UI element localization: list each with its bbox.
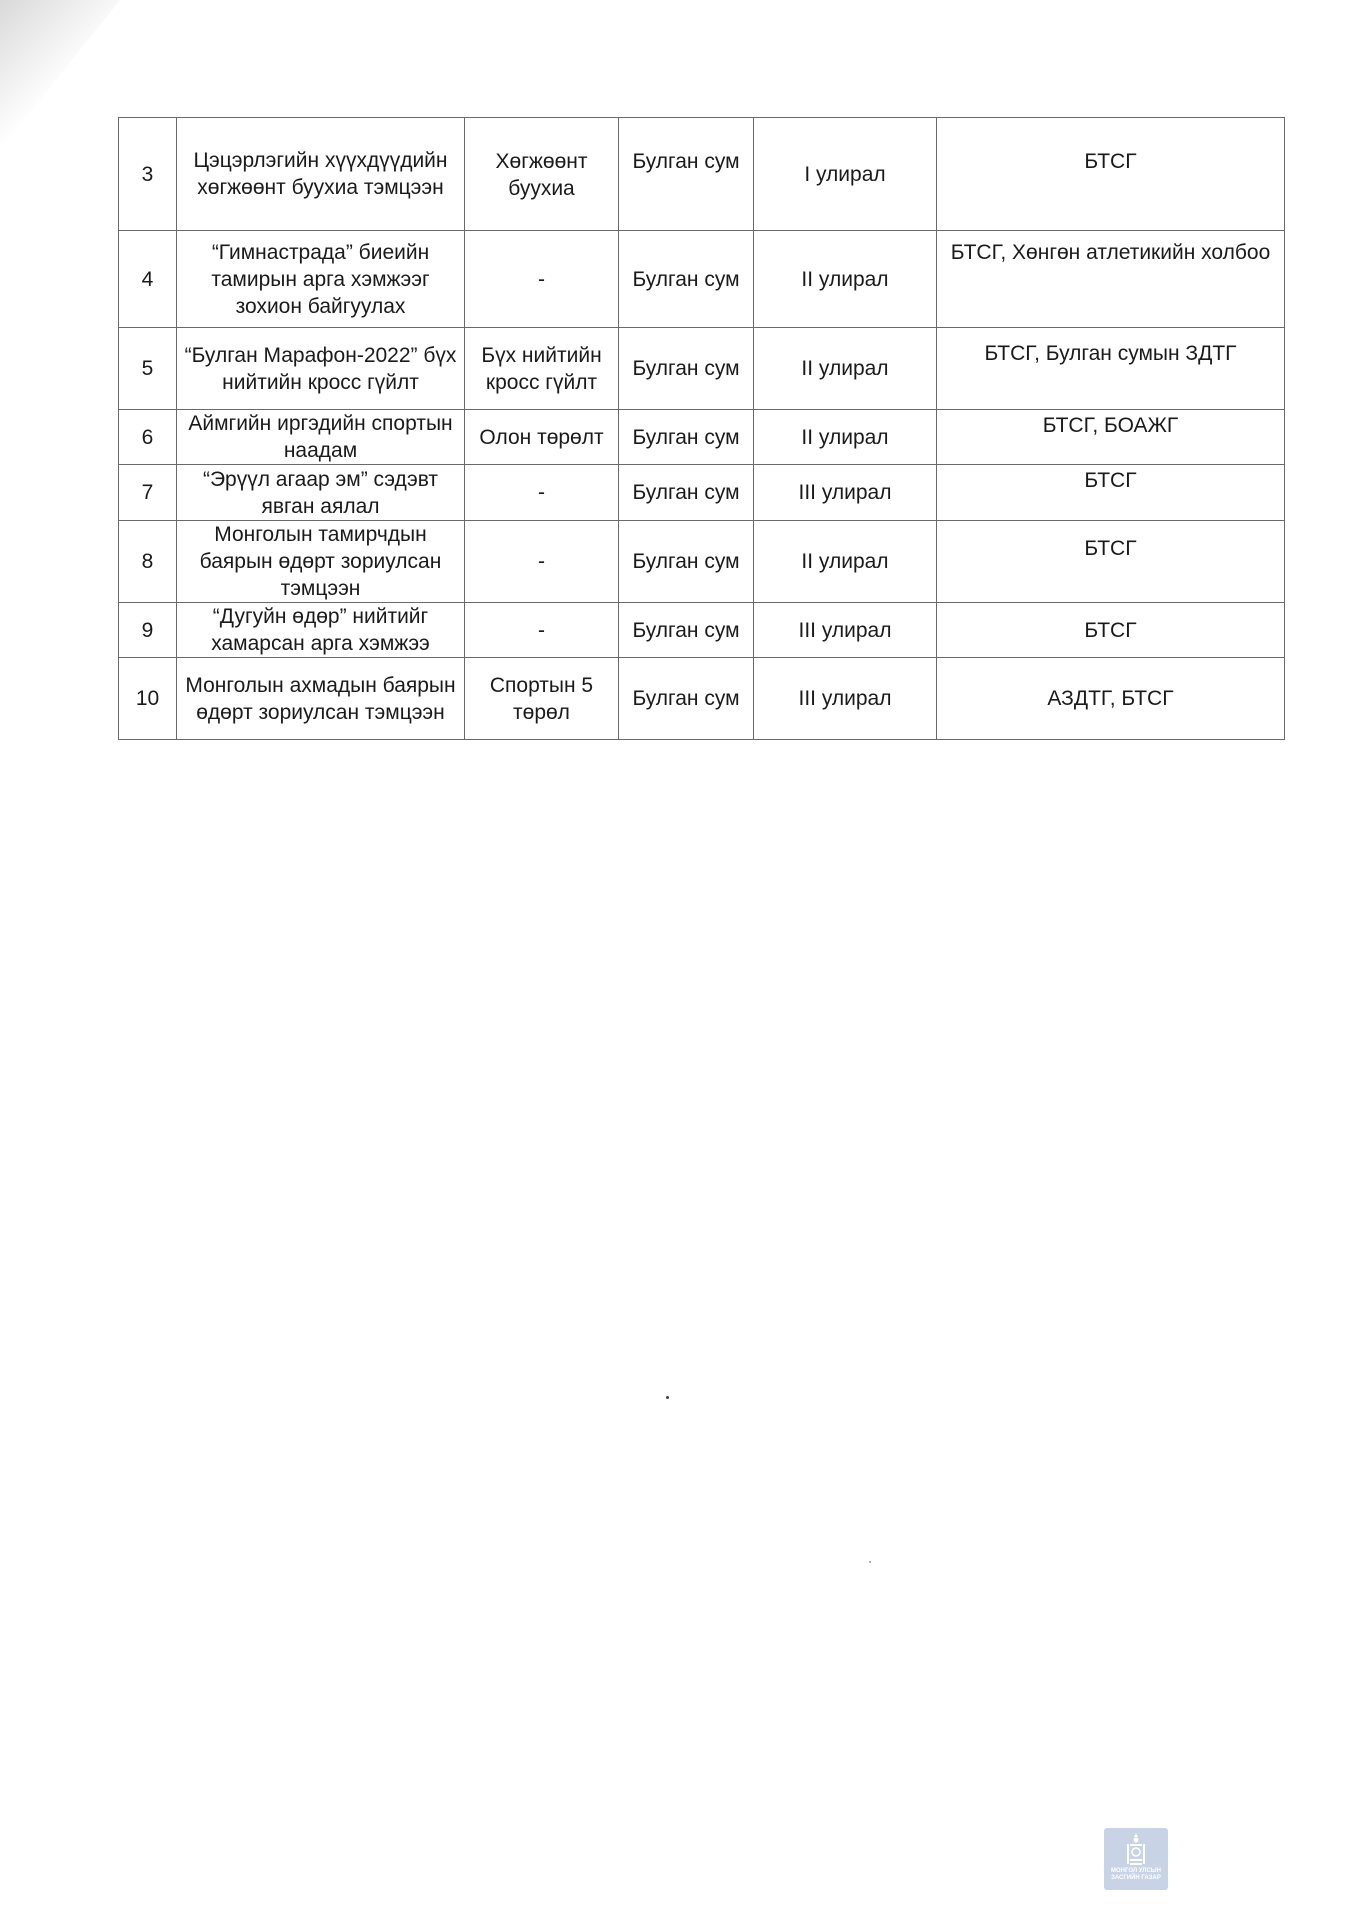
event-name: Монголын тамирчдын баярын өдөрт зориулсан тэмцээн — [177, 521, 465, 603]
event-type: Бүх нийтийн кросс гүйлт — [465, 328, 619, 410]
event-name: “Гимнастрада” биеийн тамирын арга хэмжээг зохион байгуулах — [177, 231, 465, 328]
event-place: Булган сум — [619, 328, 754, 410]
event-time: II улирал — [754, 231, 937, 328]
row-number: 3 — [119, 118, 177, 231]
event-place: Булган сум — [619, 465, 754, 521]
scan-speck — [666, 1396, 669, 1399]
table-row — [119, 118, 1285, 231]
event-place: Булган сум — [619, 118, 754, 231]
table-row — [119, 410, 1285, 465]
table-row — [119, 603, 1285, 658]
scan-speck — [869, 1561, 871, 1563]
government-seal — [1104, 1828, 1168, 1890]
row-number: 9 — [119, 603, 177, 658]
table-row — [119, 328, 1285, 410]
event-place: Булган сум — [619, 658, 754, 740]
event-name: “Эрүүл агаар эм” сэдэвт явган аялал — [177, 465, 465, 521]
soyombo-icon — [1124, 1832, 1148, 1868]
event-time: II улирал — [754, 521, 937, 603]
event-time: III улирал — [754, 603, 937, 658]
row-number: 4 — [119, 231, 177, 328]
event-organizer: БТСГ — [937, 603, 1285, 658]
events-table — [118, 117, 1285, 740]
event-place: Булган сум — [619, 521, 754, 603]
event-organizer: БТСГ — [937, 521, 1285, 603]
page-corner-fold — [0, 0, 120, 150]
event-name: “Дугуйн өдөр” нийтийг хамарсан арга хэмжээ — [177, 603, 465, 658]
table-row — [119, 521, 1285, 603]
event-type: - — [465, 521, 619, 603]
event-type: - — [465, 465, 619, 521]
event-time: I улирал — [754, 118, 937, 231]
event-name: Цэцэрлэгийн хүүхдүүдийн хөгжөөнт буухиа тэмцээн — [177, 118, 465, 231]
seal-caption: МОНГОЛ УЛСЫН ЗАСГИЙН ГАЗАР — [1111, 1868, 1161, 1881]
event-time: II улирал — [754, 410, 937, 465]
table-row — [119, 231, 1285, 328]
event-time: II улирал — [754, 328, 937, 410]
event-organizer: БТСГ, БОАЖГ — [937, 410, 1285, 465]
event-organizer: АЗДТГ, БТСГ — [937, 658, 1285, 740]
event-place: Булган сум — [619, 410, 754, 465]
event-organizer: БТСГ — [937, 118, 1285, 231]
event-type: - — [465, 603, 619, 658]
table-row — [119, 465, 1285, 521]
event-name: Монголын ахмадын баярын өдөрт зориулсан тэмцээн — [177, 658, 465, 740]
event-type: Хөгжөөнт буухиа — [465, 118, 619, 231]
event-time: III улирал — [754, 465, 937, 521]
event-type: Спортын 5 төрөл — [465, 658, 619, 740]
row-number: 10 — [119, 658, 177, 740]
event-time: III улирал — [754, 658, 937, 740]
event-type: - — [465, 231, 619, 328]
event-type: Олон төрөлт — [465, 410, 619, 465]
table-row — [119, 658, 1285, 740]
row-number: 5 — [119, 328, 177, 410]
event-organizer: БТСГ, Булган сумын ЗДТГ — [937, 328, 1285, 410]
event-place: Булган сум — [619, 603, 754, 658]
row-number: 8 — [119, 521, 177, 603]
event-name: “Булган Марафон-2022” бүх нийтийн кросс гүйлт — [177, 328, 465, 410]
event-place: Булган сум — [619, 231, 754, 328]
row-number: 7 — [119, 465, 177, 521]
row-number: 6 — [119, 410, 177, 465]
event-name: Аймгийн иргэдийн спортын наадам — [177, 410, 465, 465]
event-organizer: БТСГ, Хөнгөн атлетикийн холбоо — [937, 231, 1285, 328]
event-organizer: БТСГ — [937, 465, 1285, 521]
